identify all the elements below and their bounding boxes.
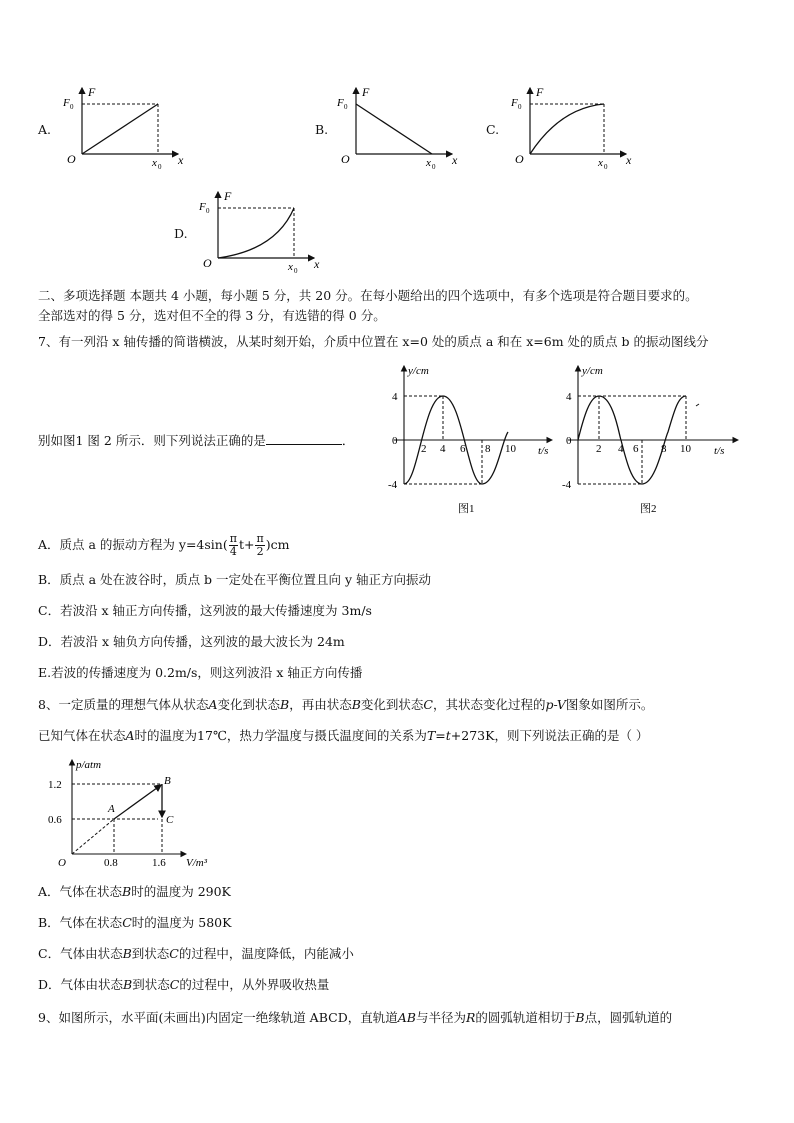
q7-stem-line1: 7、有一列沿 x 轴传播的简谐横波，从某时刻开始，介质中位置在 x=0 处的质点 a 和在 x=6m 处的质点 b 的振动图线分 (38, 334, 709, 349)
q8-stem-line2: 已知气体在状态A时的温度为17℃，热力学温度与摄氏温度间的关系为T=t+273K，则下列说法正确的是（ ） (38, 728, 649, 743)
option-a-graph (60, 84, 190, 169)
pv-point-c: C (166, 814, 174, 826)
option-d-label: D. (174, 226, 188, 241)
svg-text:O: O (515, 152, 524, 166)
pv-point-b: B (164, 775, 171, 787)
option-b-label: B. (315, 122, 329, 137)
pv-ptick-1.2: 1.2 (48, 779, 62, 791)
option-c-graph (508, 84, 638, 169)
q7-option-c: C．若波沿 x 轴正方向传播，这列波的最大传播速度为 3m/s (38, 603, 372, 618)
fig2-caption: 图2 (640, 503, 657, 515)
pv-vtick-0.8: 0.8 (104, 857, 118, 869)
fig1-ttick-10: 10 (505, 443, 516, 455)
x0-main: x (152, 157, 157, 169)
fig1-ytick-4: 4 (392, 391, 398, 403)
q7-stem-line2: 别如图1 图 2 所示．则下列说法正确的是 ． (38, 433, 355, 448)
pv-point-a: A (108, 803, 115, 815)
fig2-ytick-0: 0 (566, 435, 572, 447)
q8-stem-line1: 8、一定质量的理想气体从状态A变化到状态B，再由状态B变化到状态C，其状态变化过程的p-V图象如图所示。 (38, 697, 654, 712)
svg-text:x: x (426, 157, 431, 169)
fig2-ttick-6: 6 (633, 443, 639, 455)
q8-pv-chart (40, 756, 230, 872)
fig2-y-label: y/cm (582, 365, 603, 377)
section2-line2: 全部选对的得 5 分，选对但不全的得 3 分，有选错的得 0 分。 (38, 308, 386, 323)
fig2-ttick-2: 2 (596, 443, 602, 455)
origin: O (67, 152, 76, 166)
option-c-label: C. (486, 122, 500, 137)
fig1-caption: 图1 (458, 503, 475, 515)
q7-option-b: B．质点 a 处在波谷时，质点 b 一定处在平衡位置且向 y 轴正方向振动 (38, 572, 432, 587)
q7-option-d: D．若波沿 x 轴负方向传播，这列波的最大波长为 24m (38, 634, 345, 649)
answer-blank (266, 432, 342, 445)
fig2-t-label: t/s (714, 445, 725, 457)
q8-option-a: A．气体在状态B时的温度为 290K (38, 884, 231, 899)
fig1-t-label: t/s (538, 445, 549, 457)
option-b-graph (334, 84, 464, 169)
svg-text:F: F (362, 85, 370, 99)
svg-text:x: x (598, 157, 603, 169)
svg-text:x: x (452, 153, 458, 167)
q7-figure-2 (560, 360, 750, 520)
svg-text:F: F (511, 97, 518, 109)
q8-option-c: C．气体由状态B到状态C的过程中，温度降低，内能减小 (38, 946, 354, 961)
axis-f: F (88, 85, 96, 99)
f0-sub: 0 (70, 103, 74, 111)
svg-text:x: x (626, 153, 632, 167)
svg-text:0: 0 (206, 207, 210, 215)
svg-text:O: O (341, 152, 350, 166)
option-a-label: A. (38, 122, 52, 137)
fig1-ttick-2: 2 (421, 443, 427, 455)
fig2-ttick-8: 8 (661, 443, 667, 455)
svg-text:F: F (337, 97, 344, 109)
option-d-graph (196, 188, 326, 273)
fig1-ttick-6: 6 (460, 443, 466, 455)
axis-x: x (178, 153, 184, 167)
pv-origin: O (58, 857, 66, 869)
q7-figure-1 (374, 360, 558, 520)
q7-option-a: A．质点 a 的振动方程为 y=4sin( $\frac{\pi}{4}$ t+ $\frac{\pi}{2}$ )cm (38, 532, 290, 558)
fig1-ytick-neg4: -4 (388, 479, 398, 491)
q9-stem-line1: 9、如图所示，水平面(未画出)内固定一绝缘轨道 ABCD，直轨道AB与半径为R的圆弧轨道相切于B点，圆弧轨道的 (38, 1010, 673, 1025)
svg-text:0: 0 (344, 103, 348, 111)
fig2-ytick-neg4: -4 (562, 479, 572, 491)
fig2-ytick-4: 4 (566, 391, 572, 403)
svg-text:0: 0 (518, 103, 522, 111)
svg-text:0: 0 (604, 163, 608, 169)
svg-text:0: 0 (432, 163, 436, 169)
section2-line1: 二、多项选择题 本题共 4 小题，每小题 5 分，共 20 分。在每小题给出的四个选项中，有多个选项是符合题目要求的。 (38, 288, 698, 303)
svg-text:0: 0 (294, 267, 298, 273)
svg-text:F: F (536, 85, 544, 99)
pv-p-label: p/atm (76, 759, 102, 771)
fig1-ttick-8: 8 (485, 443, 491, 455)
fig1-y-label: y/cm (408, 365, 429, 377)
fig1-ytick-0: 0 (392, 435, 398, 447)
x0-sub: 0 (158, 163, 162, 169)
svg-text:F: F (224, 189, 232, 203)
pv-v-label: V/m³ (186, 857, 208, 869)
q8-option-d: D．气体由状态B到状态C的过程中，从外界吸收热量 (38, 977, 330, 992)
fig2-ttick-4: 4 (618, 443, 624, 455)
pv-ptick-0.6: 0.6 (48, 814, 62, 826)
svg-text:x: x (314, 257, 320, 271)
svg-text:O: O (203, 256, 212, 270)
fig1-ttick-4: 4 (440, 443, 446, 455)
svg-text:x: x (288, 261, 293, 273)
pv-vtick-1.6: 1.6 (152, 857, 166, 869)
q8-option-b: B．气体在状态C时的温度为 580K (38, 915, 232, 930)
svg-text:F: F (199, 201, 206, 213)
fig2-ttick-10: 10 (680, 443, 691, 455)
f0-main: F (63, 97, 70, 109)
q7-option-e: E.若波的传播速度为 0.2m/s，则这列波沿 x 轴正方向传播 (38, 665, 363, 680)
